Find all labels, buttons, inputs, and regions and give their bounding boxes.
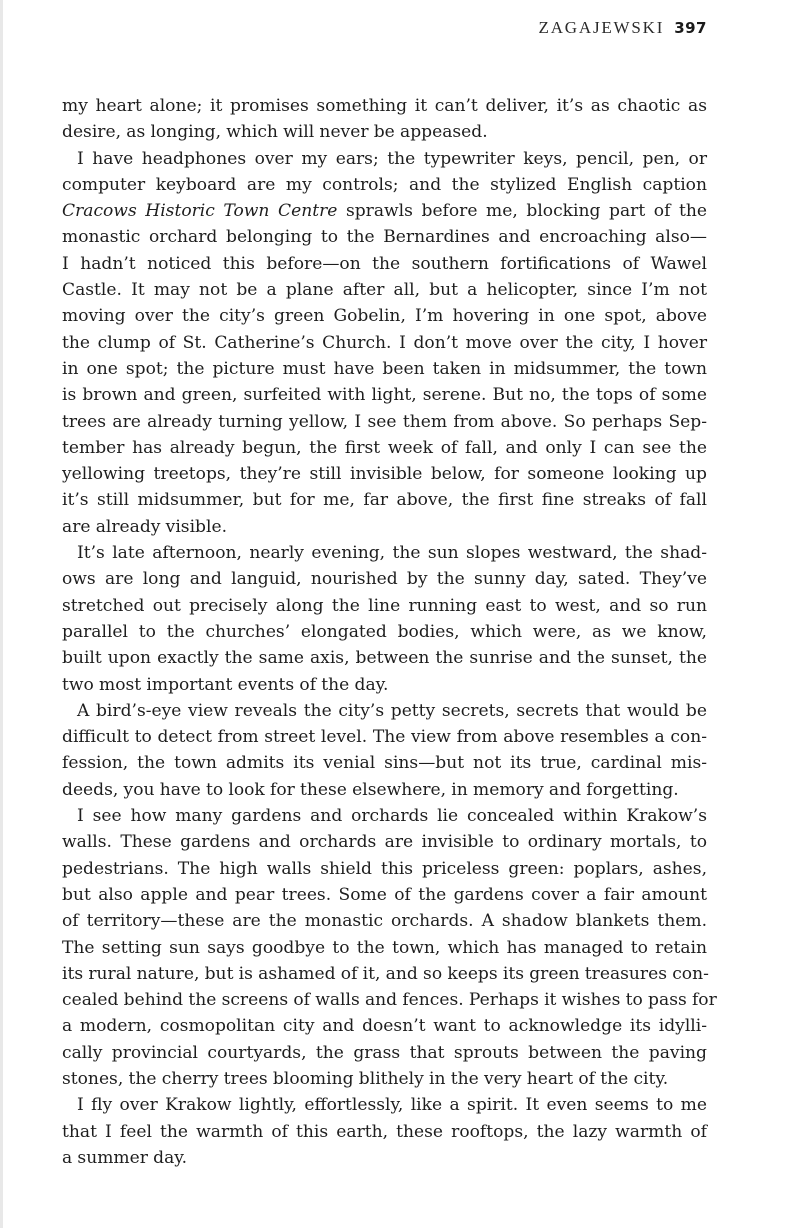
paragraph [62,803,717,1092]
text-line: I have headphones over my ears; the typewriter keys, pencil, pen, or [77,148,707,169]
text-line: cally provincial courtyards, the grass that sprouts between the paving [62,1042,707,1063]
text-line: pedestrians. The high walls shield this priceless green: poplars, ashes, [62,858,707,879]
text-line [62,198,707,224]
caption-title: Cracows Historic Town Centre [62,201,338,222]
text-line: I fly over Krakow lightly, effortlessly, like a spirit. It even seems to me [77,1095,707,1116]
text-line: in one spot; the picture must have been taken in midsummer, the town [62,358,707,379]
text-line: It’s late afternoon, nearly evening, the sun slopes westward, the shad- [77,543,707,564]
text-line: stretched out precisely along the line running east to west, and so run [62,595,707,616]
text-line: of territory—these are the monastic orchards. A shadow blankets them. [62,911,707,932]
text-line: moving over the city’s green Gobelin, I’m hovering in one spot, above [62,306,707,327]
text-line: that I feel the warmth of this earth, these rooftops, the lazy warmth of [62,1121,707,1142]
text-line: desire, as longing, which will never be appeased. [62,122,488,143]
line-remainder: sprawls before me, blocking part of the [337,201,708,222]
text-line: the clump of St. Catherine’s Church. I don’t move over the city, I hover [62,332,707,353]
text-line: difficult to detect from street level. The view from above resembles a con- [62,727,707,748]
text-line: The setting sun says goodbye to the town, which has managed to retain [62,937,707,958]
text-line: yellowing treetops, they’re still invisible below, for someone looking up [62,464,707,485]
text-line: my heart alone; it promises something it can’t deliver, it’s as chaotic as [62,96,707,116]
text-line: but also apple and pear trees. Some of the gardens cover a fair amount [62,884,707,905]
text-line: I see how many gardens and orchards lie concealed within Krakow’s [77,806,707,827]
text-line: a modern, cosmopolitan city and doesn’t want to acknowledge its idylli- [62,1016,707,1037]
paragraph [62,1092,707,1171]
body-text [62,93,717,1171]
page-edge-shadow [0,0,3,1228]
text-line: its rural nature, but is ashamed of it, and so keeps its green treasures con- [62,963,709,984]
text-line: walls. These gardens and orchards are invisible to ordinary mortals, to [62,832,707,853]
paragraph [62,698,707,803]
page-number: 397 [674,19,707,37]
paragraph [62,146,707,540]
text-line: parallel to the churches’ elongated bodies, which were, as we know, [62,621,707,642]
text-line: are already visible. [62,516,228,537]
text-line: stones, the cherry trees blooming blithely in the very heart of the city. [62,1068,669,1089]
page-header [539,18,707,42]
text-line: deeds, you have to look for these elsewhere, in memory and forgetting. [62,779,679,800]
text-line: a summer day. [62,1147,188,1168]
text-line: fession, the town admits its venial sins—but not its true, cardinal mis- [62,753,707,774]
text-line: A bird’s-eye view reveals the city’s petty secrets, secrets that would be [77,700,707,721]
text-line: two most important events of the day. [62,674,389,695]
paragraph [62,93,707,146]
text-line: cealed behind the screens of walls and fences. Perhaps it wishes to pass for [62,990,717,1011]
text-line: I hadn’t noticed this before—on the southern fortifications of Wawel [62,253,707,274]
text-line: it’s still midsummer, but for me, far above, the first fine streaks of fall [62,490,707,511]
text-line: Castle. It may not be a plane after all, but a helicopter, since I’m not [62,280,707,301]
text-line: ows are long and languid, nourished by the sunny day, sated. They’ve [62,569,707,590]
text-line: monastic orchard belonging to the Bernardines and encroaching also— [62,227,707,248]
text-line: tember has already begun, the first week of fall, and only I can see the [62,437,707,458]
running-head: ZAGAJEWSKI [538,18,665,37]
text-line: computer keyboard are my controls; and the stylized English caption [62,174,707,195]
text-line: is brown and green, surfeited with light, serene. But no, the tops of some [62,385,707,406]
text-line: trees are already turning yellow, I see them from above. So perhaps Sep- [62,411,707,432]
text-line: built upon exactly the same axis, between the sunrise and the sunset, the [62,648,707,669]
paragraph [62,540,707,698]
